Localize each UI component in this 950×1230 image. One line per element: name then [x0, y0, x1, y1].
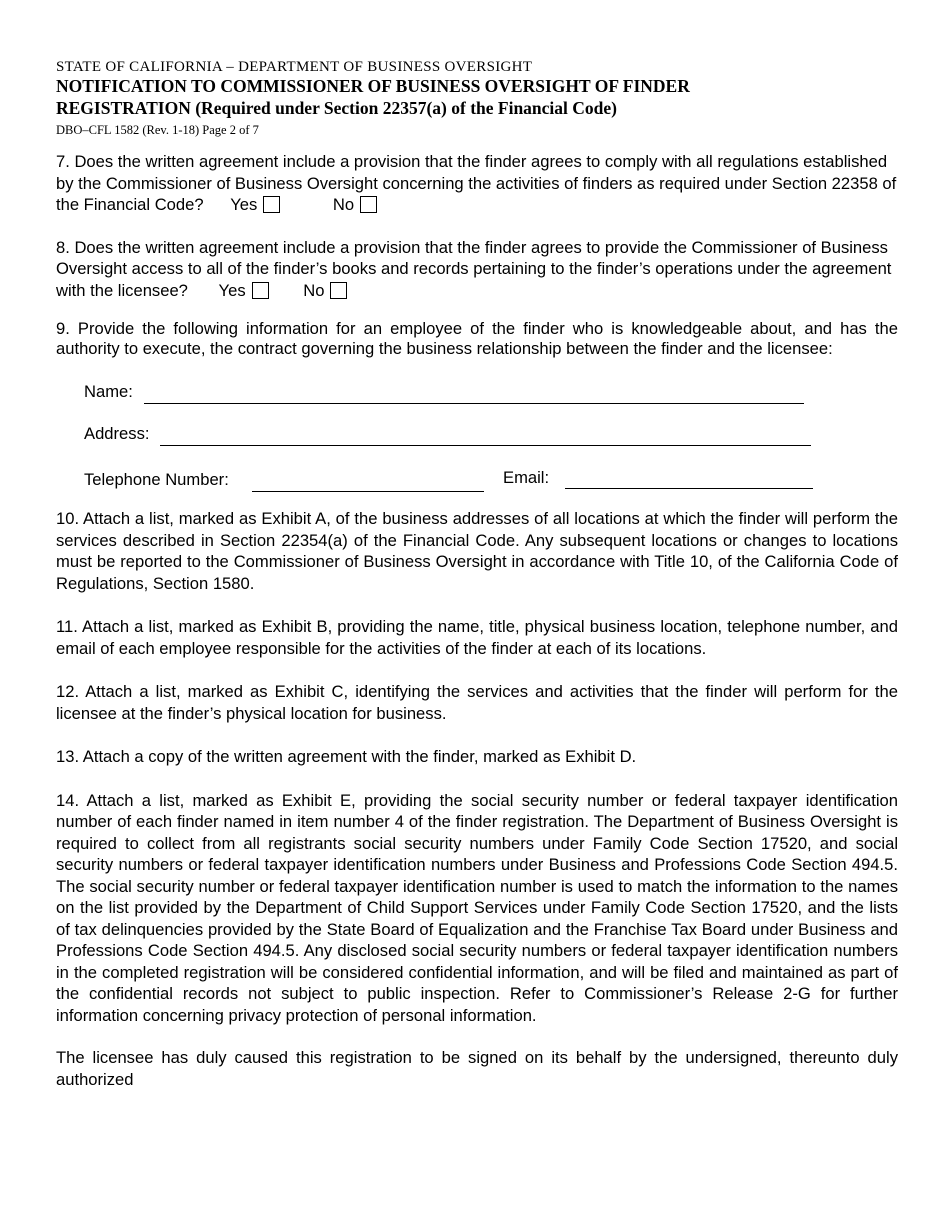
name-label: Name: [84, 382, 133, 401]
question-7-yes-option [230, 194, 280, 216]
email-field[interactable] [565, 488, 813, 489]
telephone-field[interactable] [252, 491, 484, 492]
question-8-yes-checkbox[interactable] [252, 282, 269, 299]
question-8-no-label: No [303, 280, 325, 300]
form-page [56, 58, 898, 1090]
question-8-yes-option [219, 280, 269, 302]
question-7-no-checkbox[interactable] [360, 196, 377, 213]
question-7-text: 7. Does the written agreement include a provision that the finder agrees to comply with all regulations established by the Commissioner of Business Oversight concerning the activities of finders as required under Section 22358 of the Financial Code? [56, 152, 897, 214]
address-field[interactable] [160, 445, 811, 446]
form-title-line-2: REGISTRATION (Required under Section 22357(a) of the Financial Code) [56, 97, 617, 118]
question-10-text: 10. Attach a list, marked as Exhibit A, of the business addresses of all locations at which the finder will perform the services described in Section 22354(a) of the Financial Code. Any subsequent locations or changes to locations must be reported to the Commissioner of Business Oversight in accordance with Title 10, of the California Code of Regulations, Section 1580. [56, 509, 898, 593]
question-8-no-option [303, 280, 347, 302]
question-8-no-checkbox[interactable] [330, 282, 347, 299]
telephone-label: Telephone Number: [84, 470, 229, 489]
question-7 [56, 151, 898, 216]
question-7-no-option [333, 194, 377, 216]
question-7-yes-checkbox[interactable] [263, 196, 280, 213]
question-8 [56, 237, 898, 302]
question-8-yes-label: Yes [218, 280, 246, 300]
question-14-text: 14. Attach a list, marked as Exhibit E, providing the social security number or federal taxpayer identification number of each finder named in item number 4 of the finder registration. The Department of Business Oversight is required to collect from all registrants social security numbers under Family Code Section 17520, and social security numbers or federal taxpayer identification numbers under Business and Professions Code Section 494.5. The social security number or federal taxpayer identification number is used to match the information to the names on the list provided by the Department of Child Support Services under Family Code Section 17520, and the lists of tax delinquencies provided by the State Board of Equalization and the Franchise Tax Board under Business and Professions Code Section 494.5. Any disclosed social security numbers or federal taxpayer identification numbers in the completed registration will be considered confidential information, and will be filed and maintained as part of the confidential records not subject to public inspection. Refer to Commissioner’s Release 2-G for further information concerning privacy protection of personal information. [56, 790, 898, 1025]
question-13-text: 13. Attach a copy of the written agreement with the finder, marked as Exhibit D. [56, 747, 637, 766]
address-row [84, 406, 844, 448]
question-9-text: 9. Provide the following information for an employee of the finder who is knowledgeable about, and has the authority to execute, the contract governing the business relationship between the finder and the licensee: [56, 319, 898, 358]
email-label: Email: [503, 468, 550, 487]
form-title-line-1: NOTIFICATION TO COMMISSIONER OF BUSINESS OVERSIGHT OF FINDER [56, 76, 690, 96]
name-row [84, 364, 844, 406]
form-id: DBO–CFL 1582 (Rev. 1-18) Page 2 of 7 [56, 123, 259, 137]
question-8-text: 8. Does the written agreement include a provision that the finder agrees to provide the Commissioner of Business Oversight access to all of the finder’s books and records pertaining to the finder’s operations under the agreement with the licensee? [56, 237, 892, 300]
question-7-yes-label: Yes [230, 195, 258, 214]
contact-fields [84, 364, 844, 490]
question-12-text: 12. Attach a list, marked as Exhibit C, identifying the services and activities that the finder will perform for the licensee at the finder’s physical location for business. [56, 682, 898, 723]
name-field[interactable] [144, 403, 804, 404]
telephone-email-row [84, 448, 844, 490]
question-7-no-label: No [332, 195, 355, 214]
form-header [56, 58, 898, 139]
question-11-text: 11. Attach a list, marked as Exhibit B, providing the name, title, physical business location, telephone number, and email of each employee responsible for the activities of the finder at each of its locations. [56, 617, 898, 658]
closing-statement: The licensee has duly caused this registration to be signed on its behalf by the undersigned, thereunto duly authorized [56, 1048, 898, 1089]
agency-name: STATE OF CALIFORNIA – DEPARTMENT OF BUSINESS OVERSIGHT [56, 59, 533, 75]
address-label: Address: [84, 424, 150, 443]
